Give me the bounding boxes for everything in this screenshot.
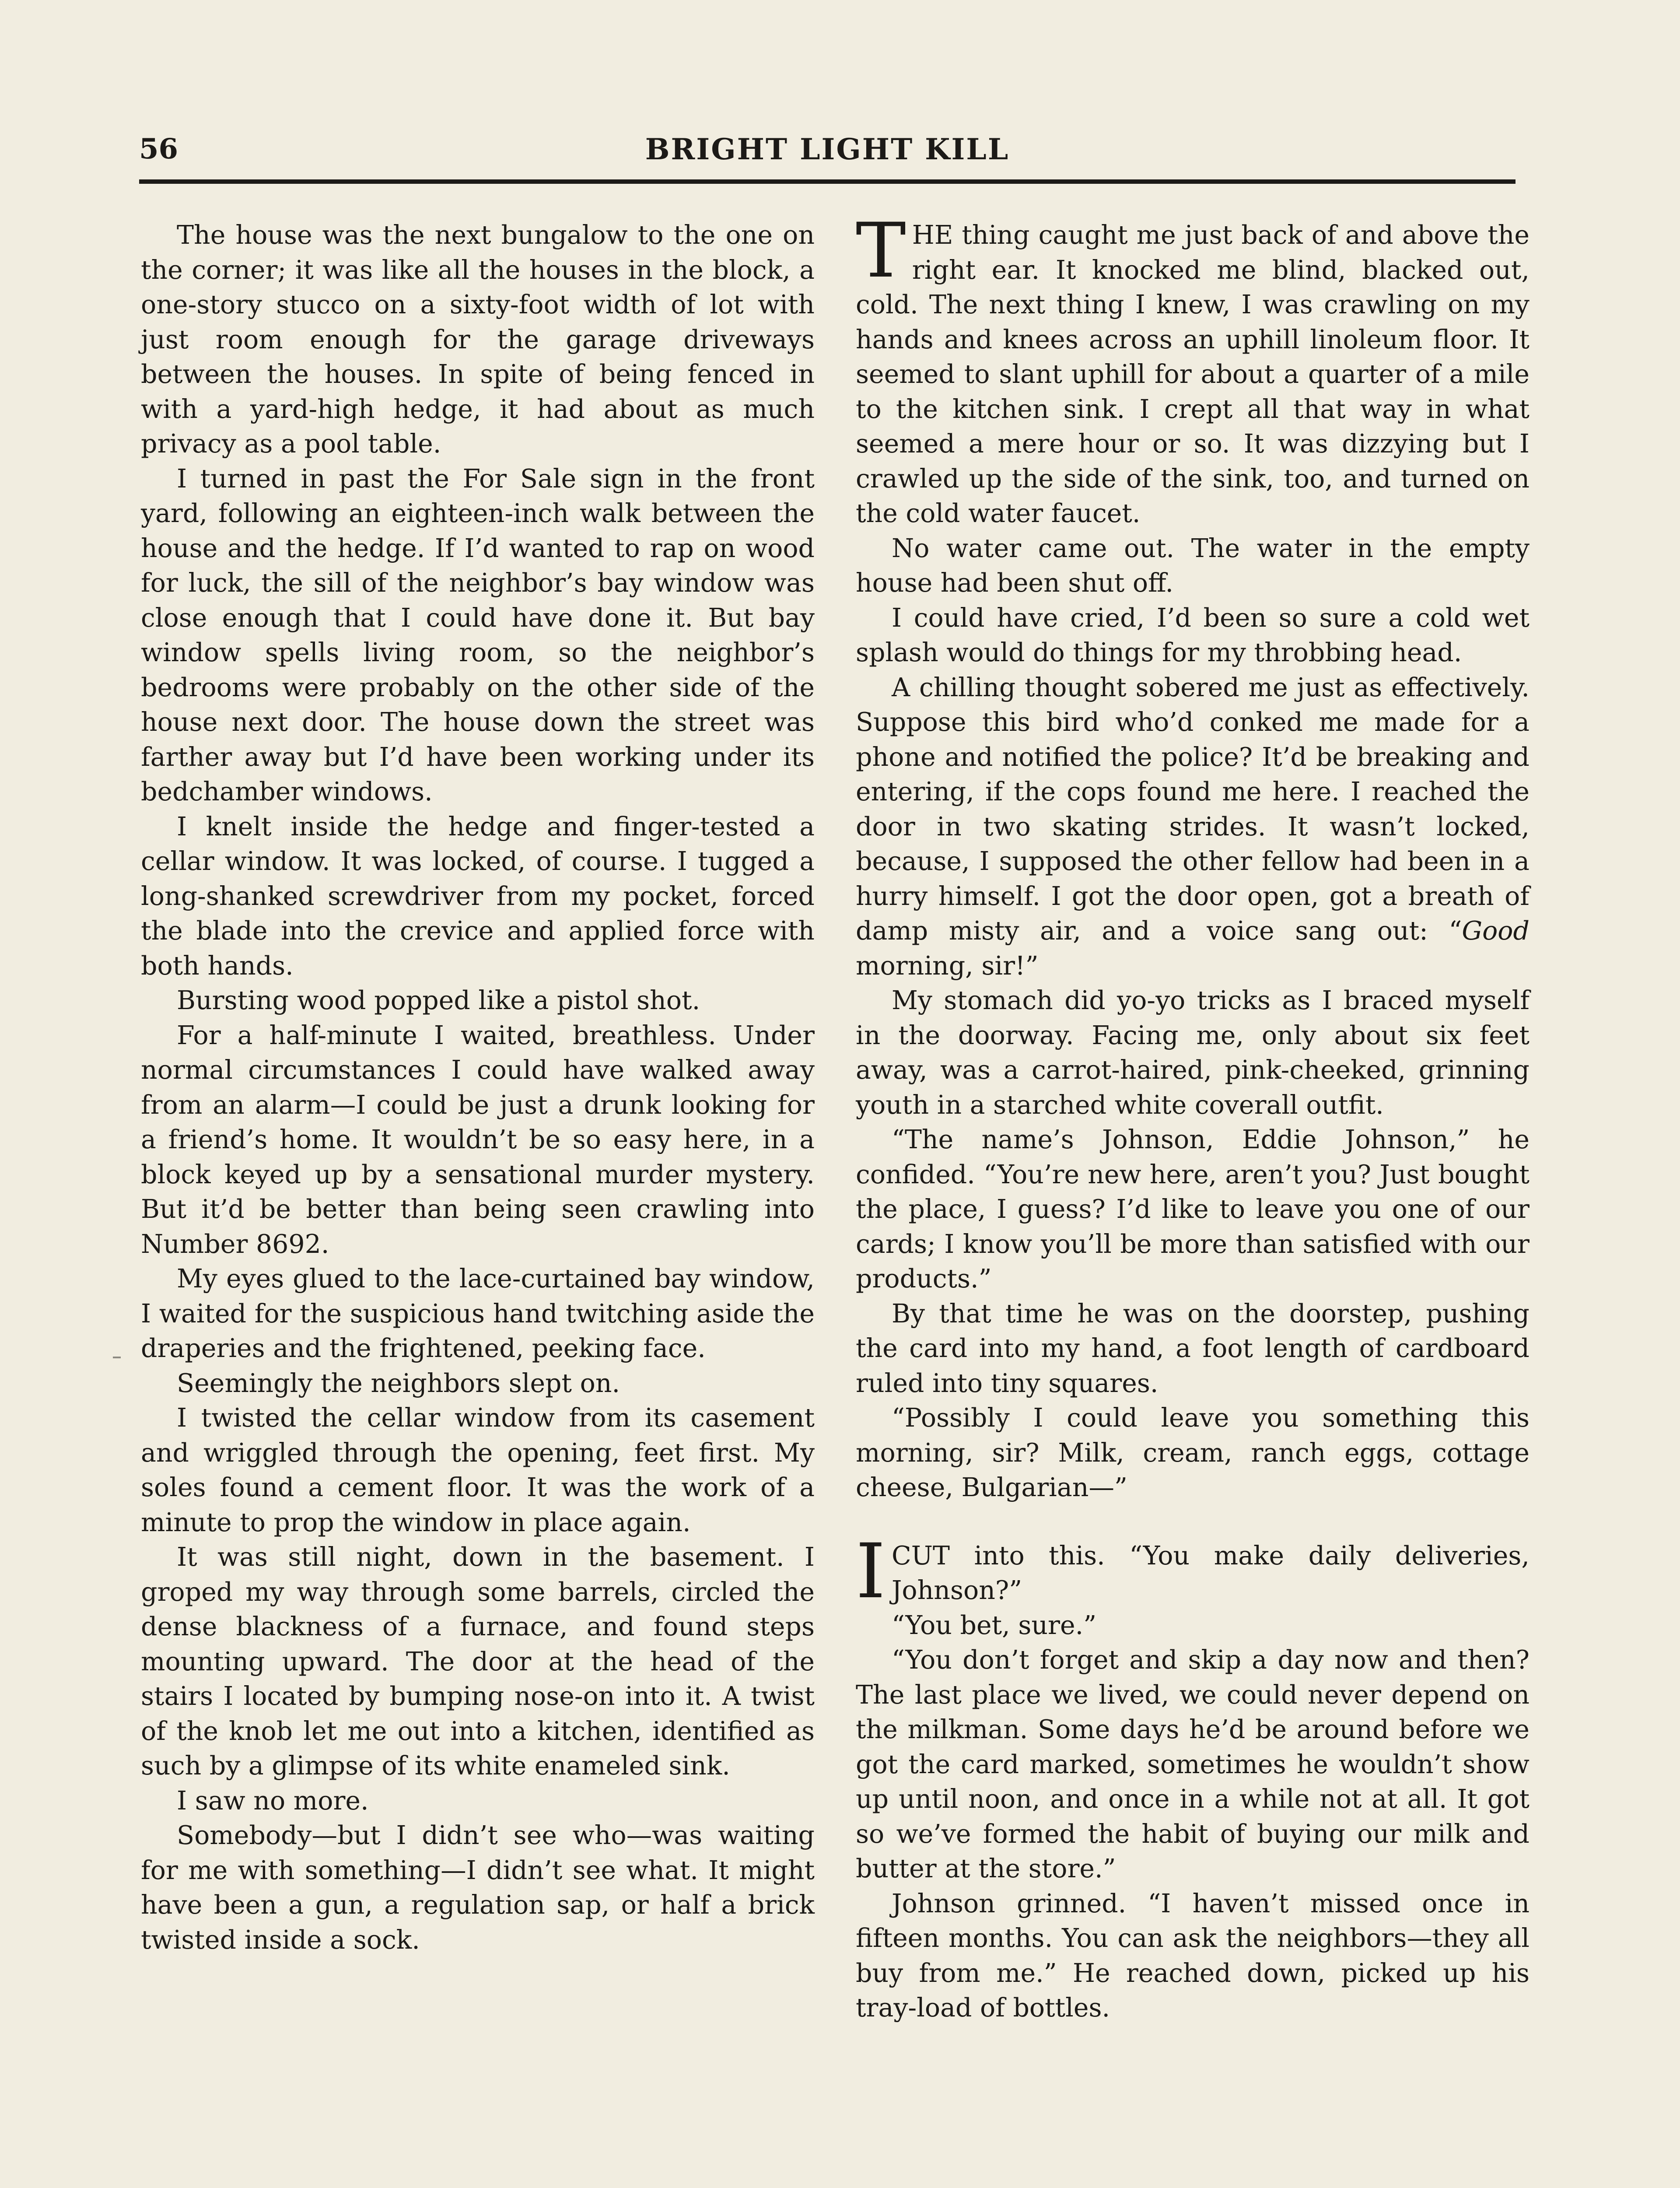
- italic-word: Good: [1462, 916, 1530, 946]
- drop-cap: T: [856, 207, 906, 295]
- paragraph: “You bet, sure.”: [892, 1610, 1097, 1640]
- header-rule: [139, 179, 1516, 184]
- paragraph: For a half-minute I waited, breathless. Under normal circumstances I could have walked away from an alarm—I could be just a drunk looking for a friend’s home. It wouldn’t be so easy here, in a block keyed up by a sensational murder mystery. But it’d be better than being seen crawling into Number 8692.: [141, 1020, 815, 1259]
- paragraph: I twisted the cellar window from its casement and wriggled through the opening, feet first. My soles found a cement floor. It was the work of a minute to prop the window in place again.: [141, 1403, 815, 1537]
- quote-open: “: [1449, 916, 1462, 946]
- section-opening-paragraph: [856, 1527, 1530, 1615]
- right-column: [856, 207, 1530, 2188]
- paragraph: Bursting wood popped like a pistol shot.: [177, 985, 700, 1015]
- paragraph: It was still night, down in the basement. I groped my way through some barrels, circled the dense blackness of a furnace, and found steps mounting upward. The door at the head of the stairs I located by bumping nose-on into it. A twist of the knob let me out into a kitchen, identified as such by a glimpse of its white enameled sink.: [141, 1542, 815, 1781]
- paragraph: “Possibly I could leave you something this morning, sir? Milk, cream, ranch eggs, cottage cheese, Bulgarian—”: [856, 1403, 1530, 1502]
- page-number: 56: [139, 133, 178, 165]
- section-opening-paragraph: [856, 207, 1530, 531]
- running-title: BRIGHT LIGHT KILL: [645, 132, 1010, 166]
- paragraph: “You don’t forget and skip a day now and then? The last place we lived, we could never depend on the milkman. Some days he’d be around before we got the card marked, sometimes he wouldn’t show up until noon, and once in a while not at all. It got so we’ve formed the habit of buying our milk and butter at the store.”: [856, 1645, 1530, 1883]
- paragraph-text: A chilling thought sobered me just as effectively. Suppose this bird who’d conked me made for a phone and notified the police? It’d be breaking and entering, if the cops found me here. I reached the door in two skating strides. It wasn’t locked, because, I supposed the other fellow had been in a hurry himself. I got the door open, got a breath of damp misty air, and a voice sang out:: [856, 672, 1530, 946]
- paragraph-text: CUT into this. “You make daily deliveries, Johnson?”: [891, 1540, 1530, 1605]
- paragraph: Somebody—but I didn’t see who—was waiting for me with something—I didn’t see what. It might have been a gun, a regulation sap, or half a brick twisted inside a sock.: [141, 1820, 815, 1955]
- paragraph: Johnson grinned. “I haven’t missed once in fifteen months. You can ask the neighbors—they all buy from me.” He reached down, picked up his tray-load of bottles.: [856, 1888, 1530, 2023]
- paragraph: By that time he was on the doorstep, pushing the card into my hand, a foot length of cardboard ruled into tiny squares.: [856, 1298, 1530, 1398]
- paragraph: My eyes glued to the lace-curtained bay window, I waited for the suspicious hand twitching aside the draperies and the frightened, peeking face.: [141, 1264, 815, 1363]
- paragraph: My stomach did yo-yo tricks as I braced myself in the doorway. Facing me, only about six feet away, was a carrot-haired, pink-cheeked, grinning youth in a starched white coverall outfit.: [856, 985, 1530, 1120]
- drop-cap: I: [856, 1527, 886, 1615]
- paragraph: No water came out. The water in the empty house had been shut off.: [856, 533, 1530, 598]
- paragraph: I turned in past the For Sale sign in the front yard, following an eighteen-inch walk between the house and the hedge. If I’d wanted to rap on wood for luck, the sill of the neighbor’s bay window was close enough that I could have done it. But bay window spells living room, so the neighbor’s bedrooms were probably on the other side of the house next door. The house down the street was farther away but I’d have been working under its bedchamber windows.: [141, 463, 815, 806]
- paragraph: I saw no more.: [177, 1785, 369, 1816]
- paragraph: I could have cried, I’d been so sure a cold wet splash would do things for my throbbing head.: [856, 603, 1530, 667]
- quote-rest: morning, sir!”: [856, 950, 1039, 981]
- paragraph: Seemingly the neighbors slept on.: [177, 1368, 620, 1398]
- paragraph: [856, 670, 1530, 984]
- paragraph: The house was the next bungalow to the one on the corner; it was like all the houses in the block, a one-story stucco on a sixty-foot width of lot with just room enough for the garage driveways between the houses. In spite of being fenced in with a yard-high hedge, it had about as much privacy as a pool table.: [141, 220, 815, 459]
- left-column: [141, 218, 815, 2188]
- page-header: [139, 125, 1516, 178]
- paragraph: “The name’s Johnson, Eddie Johnson,” he confided. “You’re new here, aren’t you? Just bought the place, I guess? I’d like to leave you one of our cards; I know you’ll be more than satisfied with our products.”: [856, 1125, 1530, 1294]
- paragraph-text: HE thing caught me just back of and above the right ear. It knocked me blind, blacked out, cold. The next thing I knew, I was crawling on my hands and knees across an uphill linoleum floor. It seemed to slant uphill for about a quarter of a mile to the kitchen sink. I crept all that way in what seemed a mere hour or so. It was dizzying but I crawled up the side of the sink, too, and turned on the cold water faucet.: [856, 220, 1530, 528]
- paragraph: I knelt inside the hedge and finger-tested a cellar window. It was locked, of course. I tugged a long-shanked screwdriver from my pocket, forced the blade into the crevice and applied force with both hands.: [141, 811, 815, 981]
- margin-mark: [113, 1357, 121, 1358]
